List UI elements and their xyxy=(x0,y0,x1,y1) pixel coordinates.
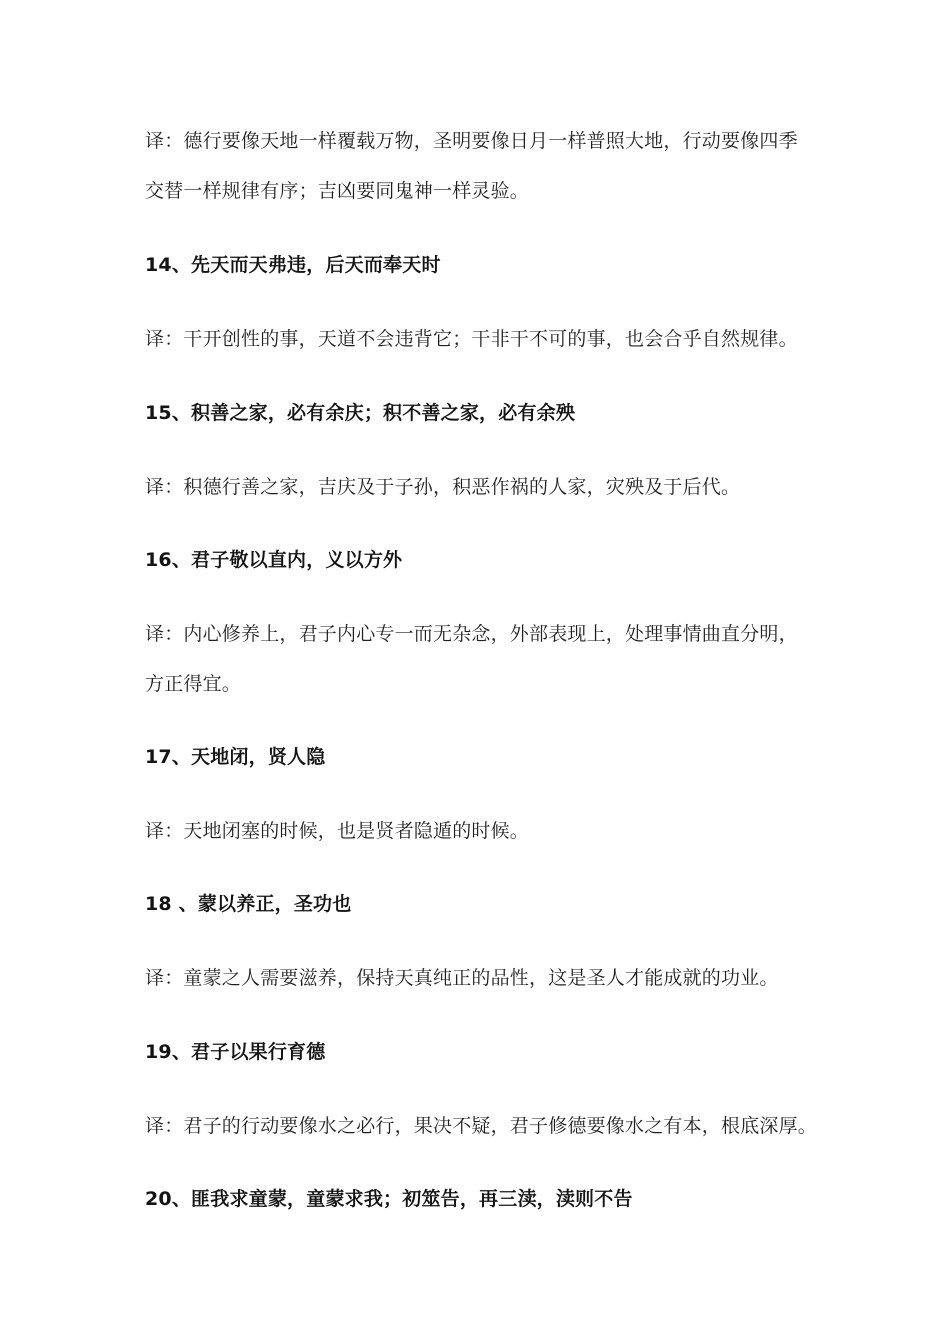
heading-18: 18 、蒙以养正，圣功也 xyxy=(145,893,352,915)
heading-14: 14、先天而天弗违，后天而奉天时 xyxy=(145,254,441,276)
translation-18: 译：童蒙之人需要滋养，保持天真纯正的品性，这是圣人才能成就的功业。 xyxy=(145,967,779,989)
translation-16-line-1: 译：内心修养上，君子内心专一而无杂念，外部表现上，处理事情曲直分明， xyxy=(145,623,798,645)
heading-15: 15、积善之家，必有余庆；积不善之家，必有余殃 xyxy=(145,402,576,424)
heading-19: 19、君子以果行育德 xyxy=(145,1041,326,1063)
heading-16: 16、君子敬以直内，义以方外 xyxy=(145,549,403,571)
translation-15: 译：积德行善之家，吉庆及于子孙，积恶作祸的人家，灾殃及于后代。 xyxy=(145,476,741,498)
translation-13-line-2: 交替一样规律有序；吉凶要同鬼神一样灵验。 xyxy=(145,180,530,202)
heading-20: 20、匪我求童蒙，童蒙求我；初筮告，再三渎，渎则不告 xyxy=(145,1188,633,1210)
translation-14: 译：干开创性的事，天道不会违背它；干非干不可的事，也会合乎自然规律。 xyxy=(145,328,798,350)
translation-16-line-2: 方正得宜。 xyxy=(145,673,242,695)
translation-19: 译：君子的行动要像水之必行，果决不疑，君子修德要像水之有本，根底深厚。 xyxy=(145,1115,818,1137)
heading-17: 17、天地闭，贤人隐 xyxy=(145,746,326,768)
translation-13-line-1: 译：德行要像天地一样覆载万物，圣明要像日月一样普照大地，行动要像四季 xyxy=(145,130,798,152)
translation-17: 译：天地闭塞的时候，也是贤者隐遁的时候。 xyxy=(145,820,530,842)
